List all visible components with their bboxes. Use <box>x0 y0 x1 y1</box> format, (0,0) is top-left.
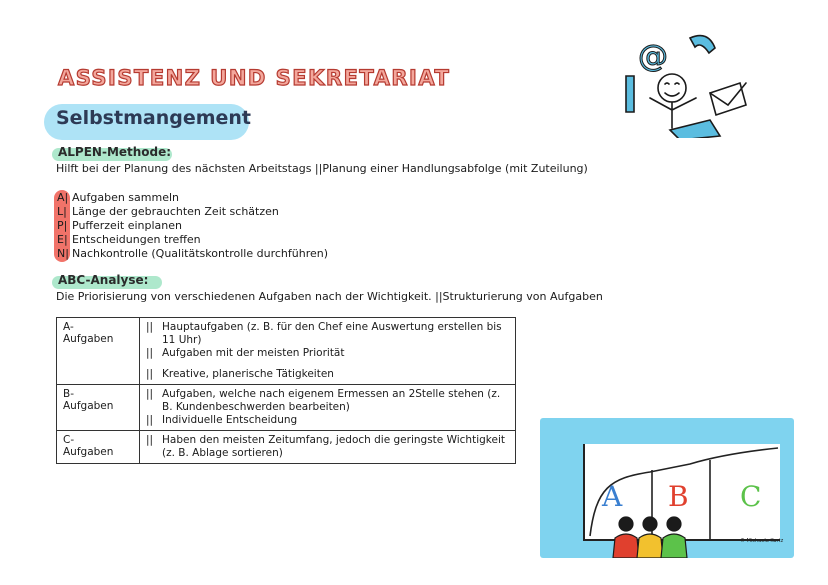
table-row <box>57 385 516 431</box>
illustration-credit: © Michaela Kurtz <box>740 538 784 544</box>
abc-letter-a: A <box>602 480 623 513</box>
bullet-marker: || <box>146 368 154 380</box>
alpen-letter: N| <box>57 247 69 260</box>
bullet-marker: || <box>146 414 154 426</box>
bullet-text: Aufgaben mit der meisten Priorität <box>162 347 345 359</box>
bullet-text: Aufgaben, welche nach eigenem Ermessen an 2Stelle stehen (z. B. Kundenbeschwerden bearbeiten) <box>162 388 501 413</box>
alpen-item: Pufferzeit einplanen <box>72 219 182 232</box>
bullet-marker: || <box>146 321 154 333</box>
table-row <box>57 318 516 385</box>
bullet-marker: || <box>146 388 154 400</box>
bullet-marker: || <box>146 434 154 446</box>
abc-letter-b: B <box>668 480 689 513</box>
abc-illustration <box>540 418 794 558</box>
abc-heading: ABC-Analyse: <box>58 273 149 287</box>
category-letter: B- <box>63 388 74 400</box>
contact-doodle-illustration <box>610 18 760 138</box>
category-letter: A- <box>63 321 74 333</box>
category-cell <box>57 431 140 464</box>
description-cell <box>140 431 516 464</box>
description-cell <box>140 385 516 431</box>
section-subtitle: Selbstmangement <box>56 107 252 129</box>
svg-text:@: @ <box>638 39 668 74</box>
alpen-description: Hilft bei der Planung des nächsten Arbeitstags ||Planung einer Handlungsabfolge (mit Zuteilung) <box>56 162 588 175</box>
bullet-text: Haben den meisten Zeitumfang, jedoch die geringste Wichtigkeit (z. B. Ablage sortieren) <box>162 434 505 459</box>
alpen-item: Nachkontrolle (Qualitätskontrolle durchführen) <box>72 247 329 260</box>
bullet-text: Kreative, planerische Tätigkeiten <box>162 368 334 380</box>
alpen-heading: ALPEN-Methode: <box>58 145 172 159</box>
alpen-item: Aufgaben sammeln <box>72 191 180 204</box>
alpen-item: Entscheidungen treffen <box>72 233 201 246</box>
alpen-letter: A| <box>57 191 69 204</box>
category-label: Aufgaben <box>63 400 114 412</box>
page-title: ASSISTENZ UND SEKRETARIAT <box>58 66 451 90</box>
abc-letter-c: C <box>740 480 762 513</box>
description-cell <box>140 318 516 385</box>
abc-table <box>56 317 516 464</box>
category-label: Aufgaben <box>63 446 114 458</box>
category-letter: C- <box>63 434 75 446</box>
alpen-item: Länge der gebrauchten Zeit schätzen <box>72 205 279 218</box>
alpen-letter: E| <box>57 233 68 246</box>
bullet-marker: || <box>146 347 154 359</box>
bullet-text: Individuelle Entscheidung <box>162 414 298 426</box>
bullet-text: Hauptaufgaben (z. B. für den Chef eine Auswertung erstellen bis 11 Uhr) <box>162 321 502 346</box>
category-cell <box>57 385 140 431</box>
alpen-letter: P| <box>57 219 68 232</box>
category-label: Aufgaben <box>63 333 114 345</box>
abc-description: Die Priorisierung von verschiedenen Aufgaben nach der Wichtigkeit. ||Strukturierung von Aufgaben <box>56 290 603 303</box>
alpen-letter: L| <box>57 205 67 218</box>
category-cell <box>57 318 140 385</box>
table-row <box>57 431 516 464</box>
